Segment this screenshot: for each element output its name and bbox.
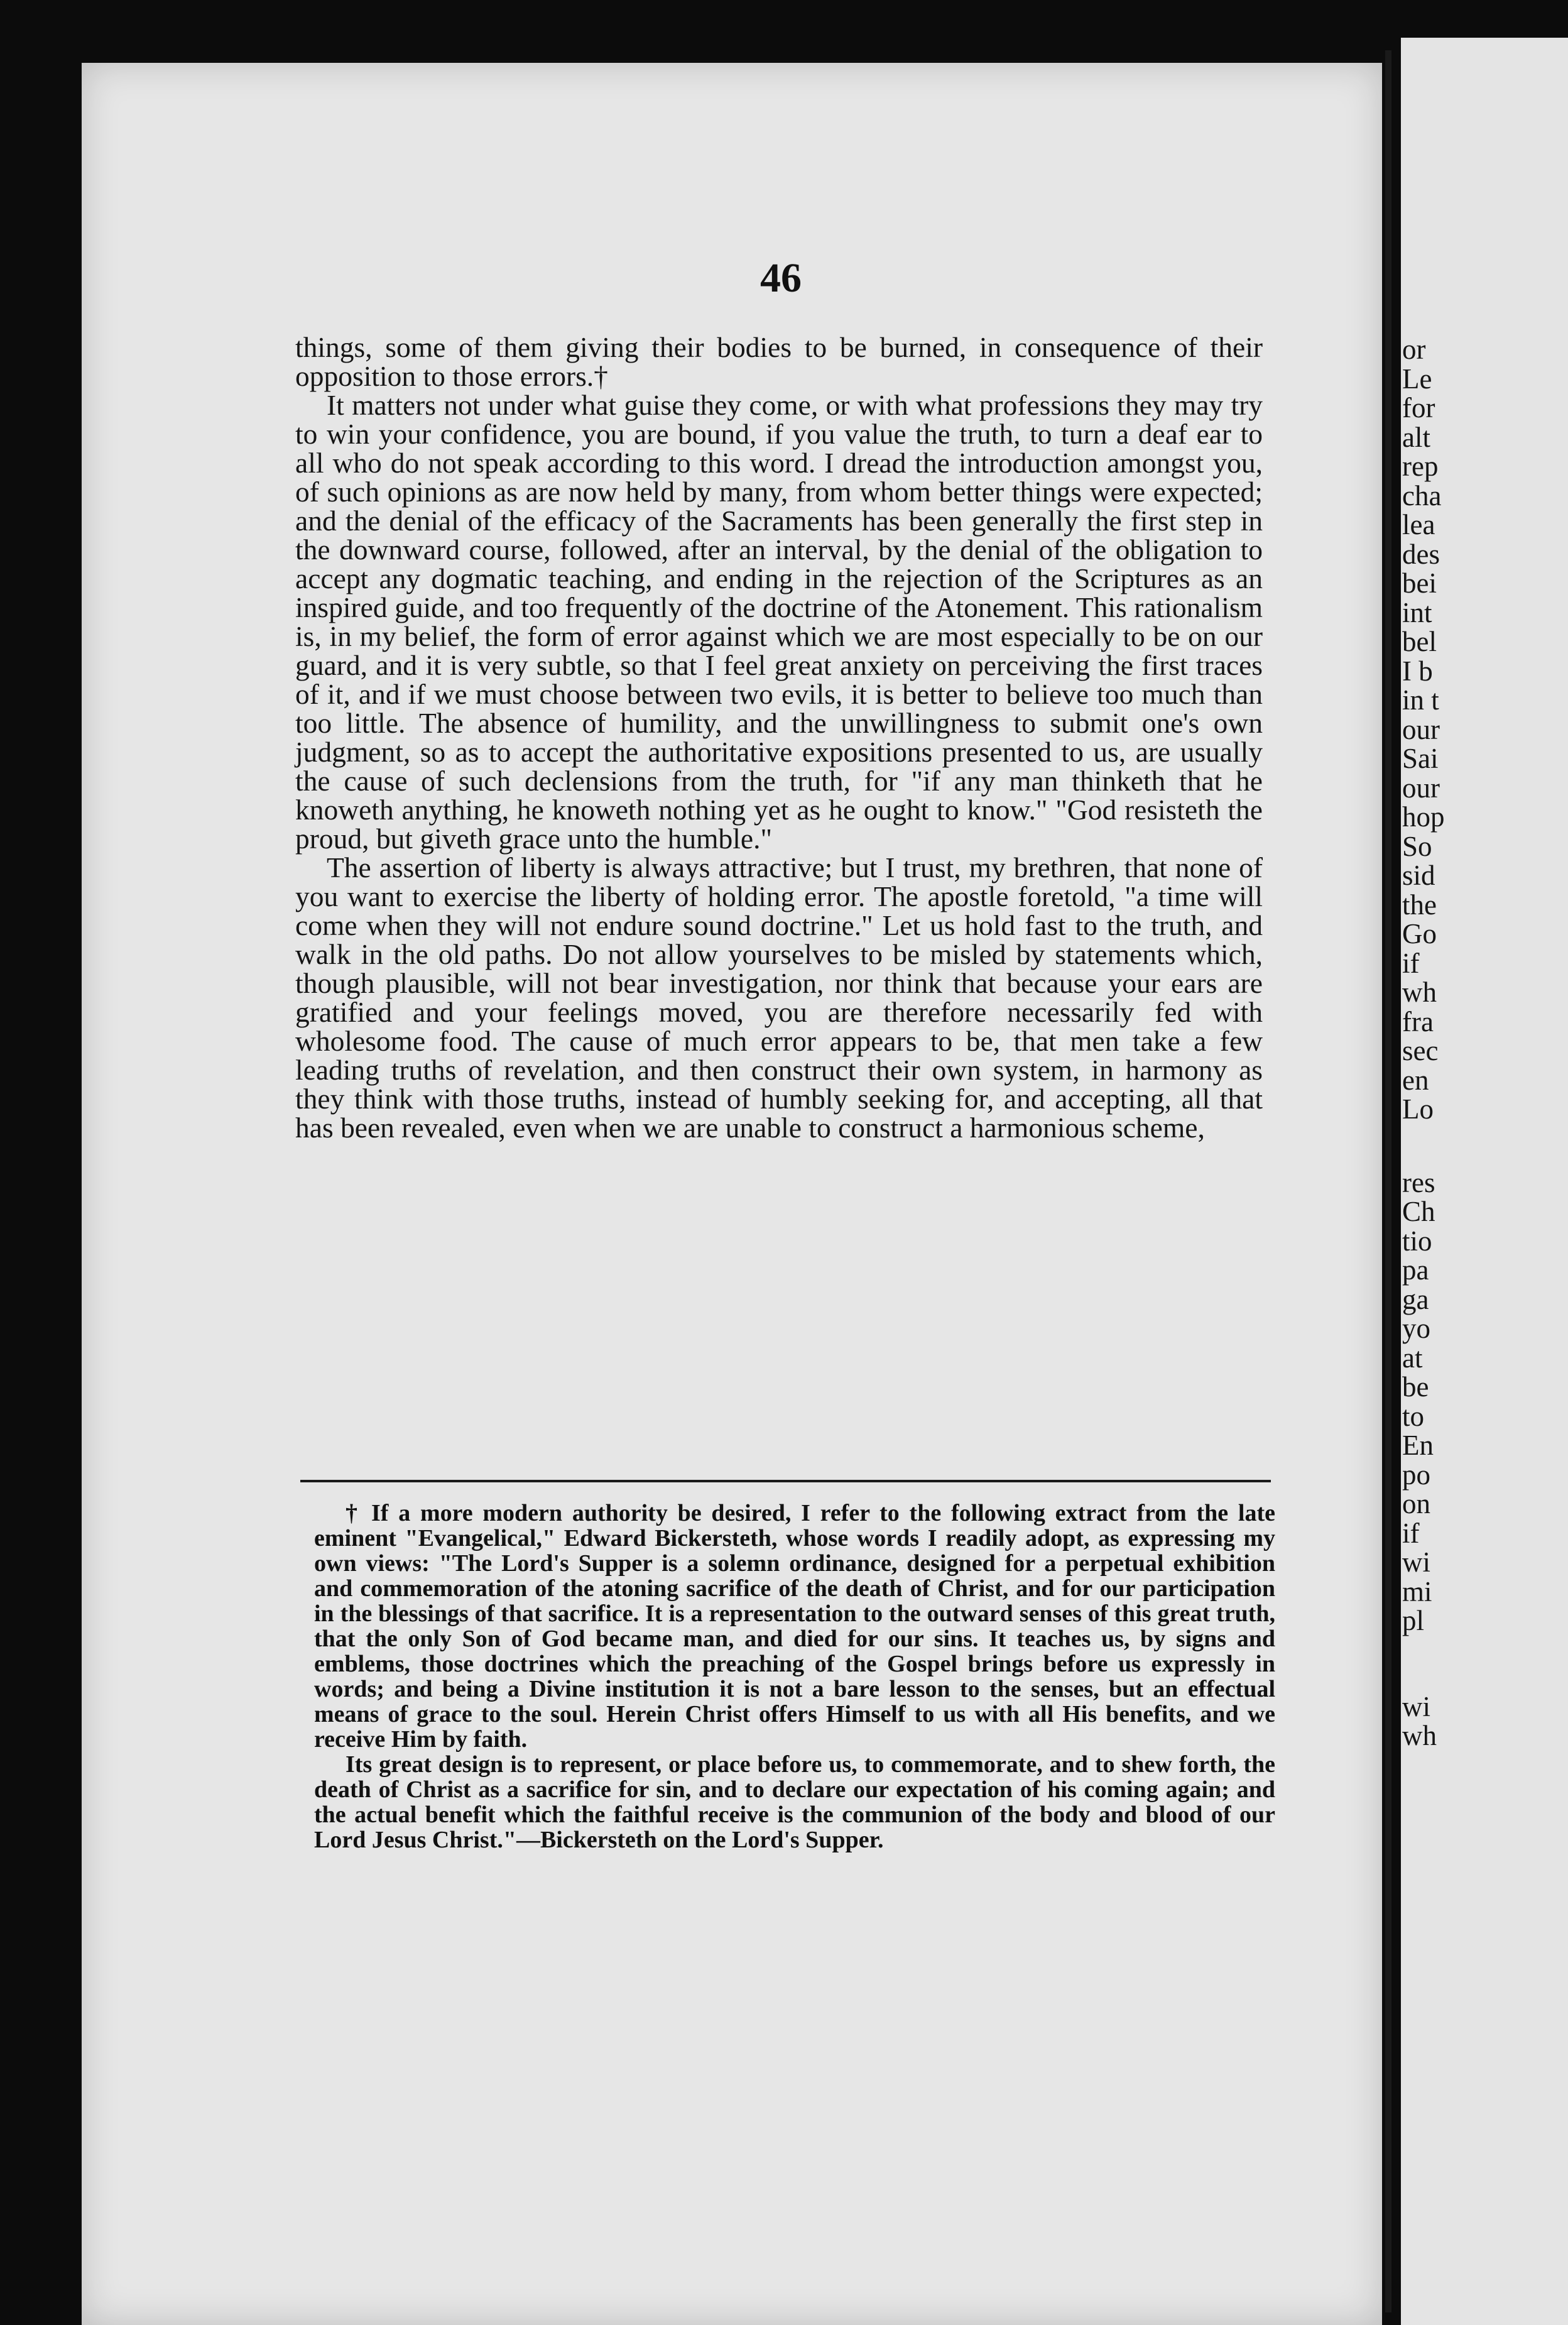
adjacent-page-line: yo bbox=[1402, 1313, 1430, 1344]
page-gutter bbox=[1385, 50, 1391, 2312]
paragraph-3: The assertion of liberty is always attractive; but I trust, my brethren, that none of you want to exercise the liberty of holding error. The apostle foretold, "a time will come when they will not endure sound doctrine." Let us hold fast to the truth, and walk in the old paths. Do not allow yourselves to be misled by statements which, though plausible, will not bear investigation, nor think that because your ears are gratified and your feelings moved, you are therefore necessarily fed with wholesome food. The cause of much error appears to be, that men take a few leading truths of revelation, and then construct their own system, in harmony as they think with those truths, instead of humbly seeking for, and accepting, all that has been revealed, even when we are unable to construct a harmonious scheme, bbox=[295, 851, 1263, 1144]
footnote bbox=[314, 1501, 1275, 1852]
adjacent-page-line: po bbox=[1402, 1458, 1430, 1491]
adjacent-page-line: fra bbox=[1402, 1005, 1434, 1037]
adjacent-page-line: cha bbox=[1402, 479, 1442, 512]
adjacent-page-line: mi bbox=[1402, 1575, 1432, 1607]
adjacent-page-line: En bbox=[1402, 1430, 1434, 1461]
adjacent-page bbox=[1401, 38, 1568, 2325]
adjacent-page-line: wi bbox=[1402, 1690, 1430, 1722]
adjacent-page-line: the bbox=[1402, 889, 1437, 921]
adjacent-page-line: ga bbox=[1402, 1283, 1429, 1315]
paragraph-1: things, some of them giving their bodies to be burned, in consequence of their opposition to those errors.† bbox=[295, 331, 1263, 392]
page-number: 46 bbox=[760, 255, 802, 301]
adjacent-page-line: pl bbox=[1402, 1605, 1425, 1636]
adjacent-page-line: Le bbox=[1402, 363, 1432, 395]
adjacent-page-line: or bbox=[1402, 334, 1426, 365]
adjacent-page-line: in t bbox=[1402, 684, 1439, 716]
adjacent-page-line: int bbox=[1402, 596, 1432, 628]
adjacent-page-line: be bbox=[1402, 1371, 1429, 1403]
adjacent-page-line: bei bbox=[1402, 567, 1437, 599]
adjacent-page-line: our bbox=[1402, 772, 1440, 804]
adjacent-page-line: I b bbox=[1402, 655, 1433, 687]
adjacent-page-line: res bbox=[1402, 1166, 1435, 1198]
adjacent-page-line: rep bbox=[1402, 451, 1439, 482]
adjacent-page-line: if bbox=[1402, 947, 1420, 979]
footnote-paragraph-2: Its great design is to represent, or place before us, to commemorate, and to shew forth, the death of Christ as a sacrifice for sin, and to declare our expectation of his coming again; and the actual benefit which the faithful receive is the communion of the body and blood of our Lord Jesus Christ."—Bickersteth on the Lord's Supper. bbox=[314, 1751, 1275, 1853]
footnote-paragraph-1: † If a more modern authority be desired, I refer to the following extract from the late eminent "Evangelical," Edward Bickersteth, whose words I readily adopt, as expressing my own views: "The Lord's Supper is a solemn ordinance, designed for a perpetual exhibition and commemoration of the atoning sacrifice of the death of Christ, and for our participation in the blessings of that sacrifice. It is a representation to the outward senses of this great truth, that the only Son of God became man, and died for our sins. It teaches us, by signs and emblems, those doctrines which the preaching of the Gospel brings before us expressly in words; and being a Divine institution it is not a bare lesson to the senses, but an effectual means of grace to the soul. Herein Christ offers Himself to us with all His benefits, and we receive Him by faith. bbox=[314, 1500, 1275, 1753]
adjacent-page-line: on bbox=[1402, 1488, 1430, 1519]
adjacent-page-line: tio bbox=[1402, 1225, 1432, 1257]
adjacent-page-line: Go bbox=[1402, 918, 1437, 949]
adjacent-page-line: sid bbox=[1402, 860, 1435, 891]
adjacent-page-line: pa bbox=[1402, 1254, 1429, 1286]
adjacent-page-line: wh bbox=[1402, 976, 1437, 1008]
adjacent-page-line: for bbox=[1402, 392, 1435, 424]
adjacent-page-line: wh bbox=[1402, 1720, 1437, 1751]
footnote-rule bbox=[300, 1480, 1271, 1482]
adjacent-page-line: en bbox=[1402, 1064, 1429, 1096]
adjacent-page-line: So bbox=[1402, 830, 1432, 862]
adjacent-page-line: at bbox=[1402, 1342, 1423, 1374]
adjacent-page-line: bel bbox=[1402, 626, 1437, 657]
adjacent-page-line: if bbox=[1402, 1517, 1420, 1549]
adjacent-page-line: our bbox=[1402, 713, 1440, 745]
adjacent-page-line: Sai bbox=[1402, 743, 1439, 774]
adjacent-page-line: Lo bbox=[1402, 1093, 1434, 1125]
adjacent-page-line: hop bbox=[1402, 801, 1445, 833]
adjacent-page-line: to bbox=[1402, 1400, 1425, 1432]
adjacent-page-line: lea bbox=[1402, 509, 1435, 540]
adjacent-page-line: Ch bbox=[1402, 1196, 1435, 1227]
adjacent-page-line: alt bbox=[1402, 421, 1430, 453]
page-body bbox=[295, 333, 1263, 1142]
adjacent-page-line: wi bbox=[1402, 1546, 1430, 1578]
paragraph-2: It matters not under what guise they come, or with what professions they may try to win your confidence, you are bound, if you value the truth, to turn a deaf ear to all who do not speak according to this word. I dread the introduction amongst you, of such opinions as are now held by many, from whom better things were expected; and the denial of the efficacy of the Sacraments has been generally the first step in the downward course, followed, after an interval, by the denial of the obligation to accept any dogmatic teaching, and ending in the rejection of the Scriptures as an inspired guide, and too frequently of the doctrine of the Atonement. This rationalism is, in my belief, the form of error against which we are most especially to be on our guard, and it is very subtle, so that I feel great anxiety on perceiving the first traces of it, and if we must choose between two evils, it is better to believe too much than too little. The absence of humility, and the unwillingness to submit one's own judgment, so as to accept the authoritative expositions presented to us, are usually the cause of such declensions from the truth, for "if any man thinketh that he knoweth anything, he knoweth nothing yet as he ought to know." "God resisteth the proud, but giveth grace unto the humble." bbox=[295, 389, 1263, 855]
adjacent-page-line: sec bbox=[1402, 1035, 1439, 1066]
adjacent-page-line: des bbox=[1402, 538, 1440, 570]
